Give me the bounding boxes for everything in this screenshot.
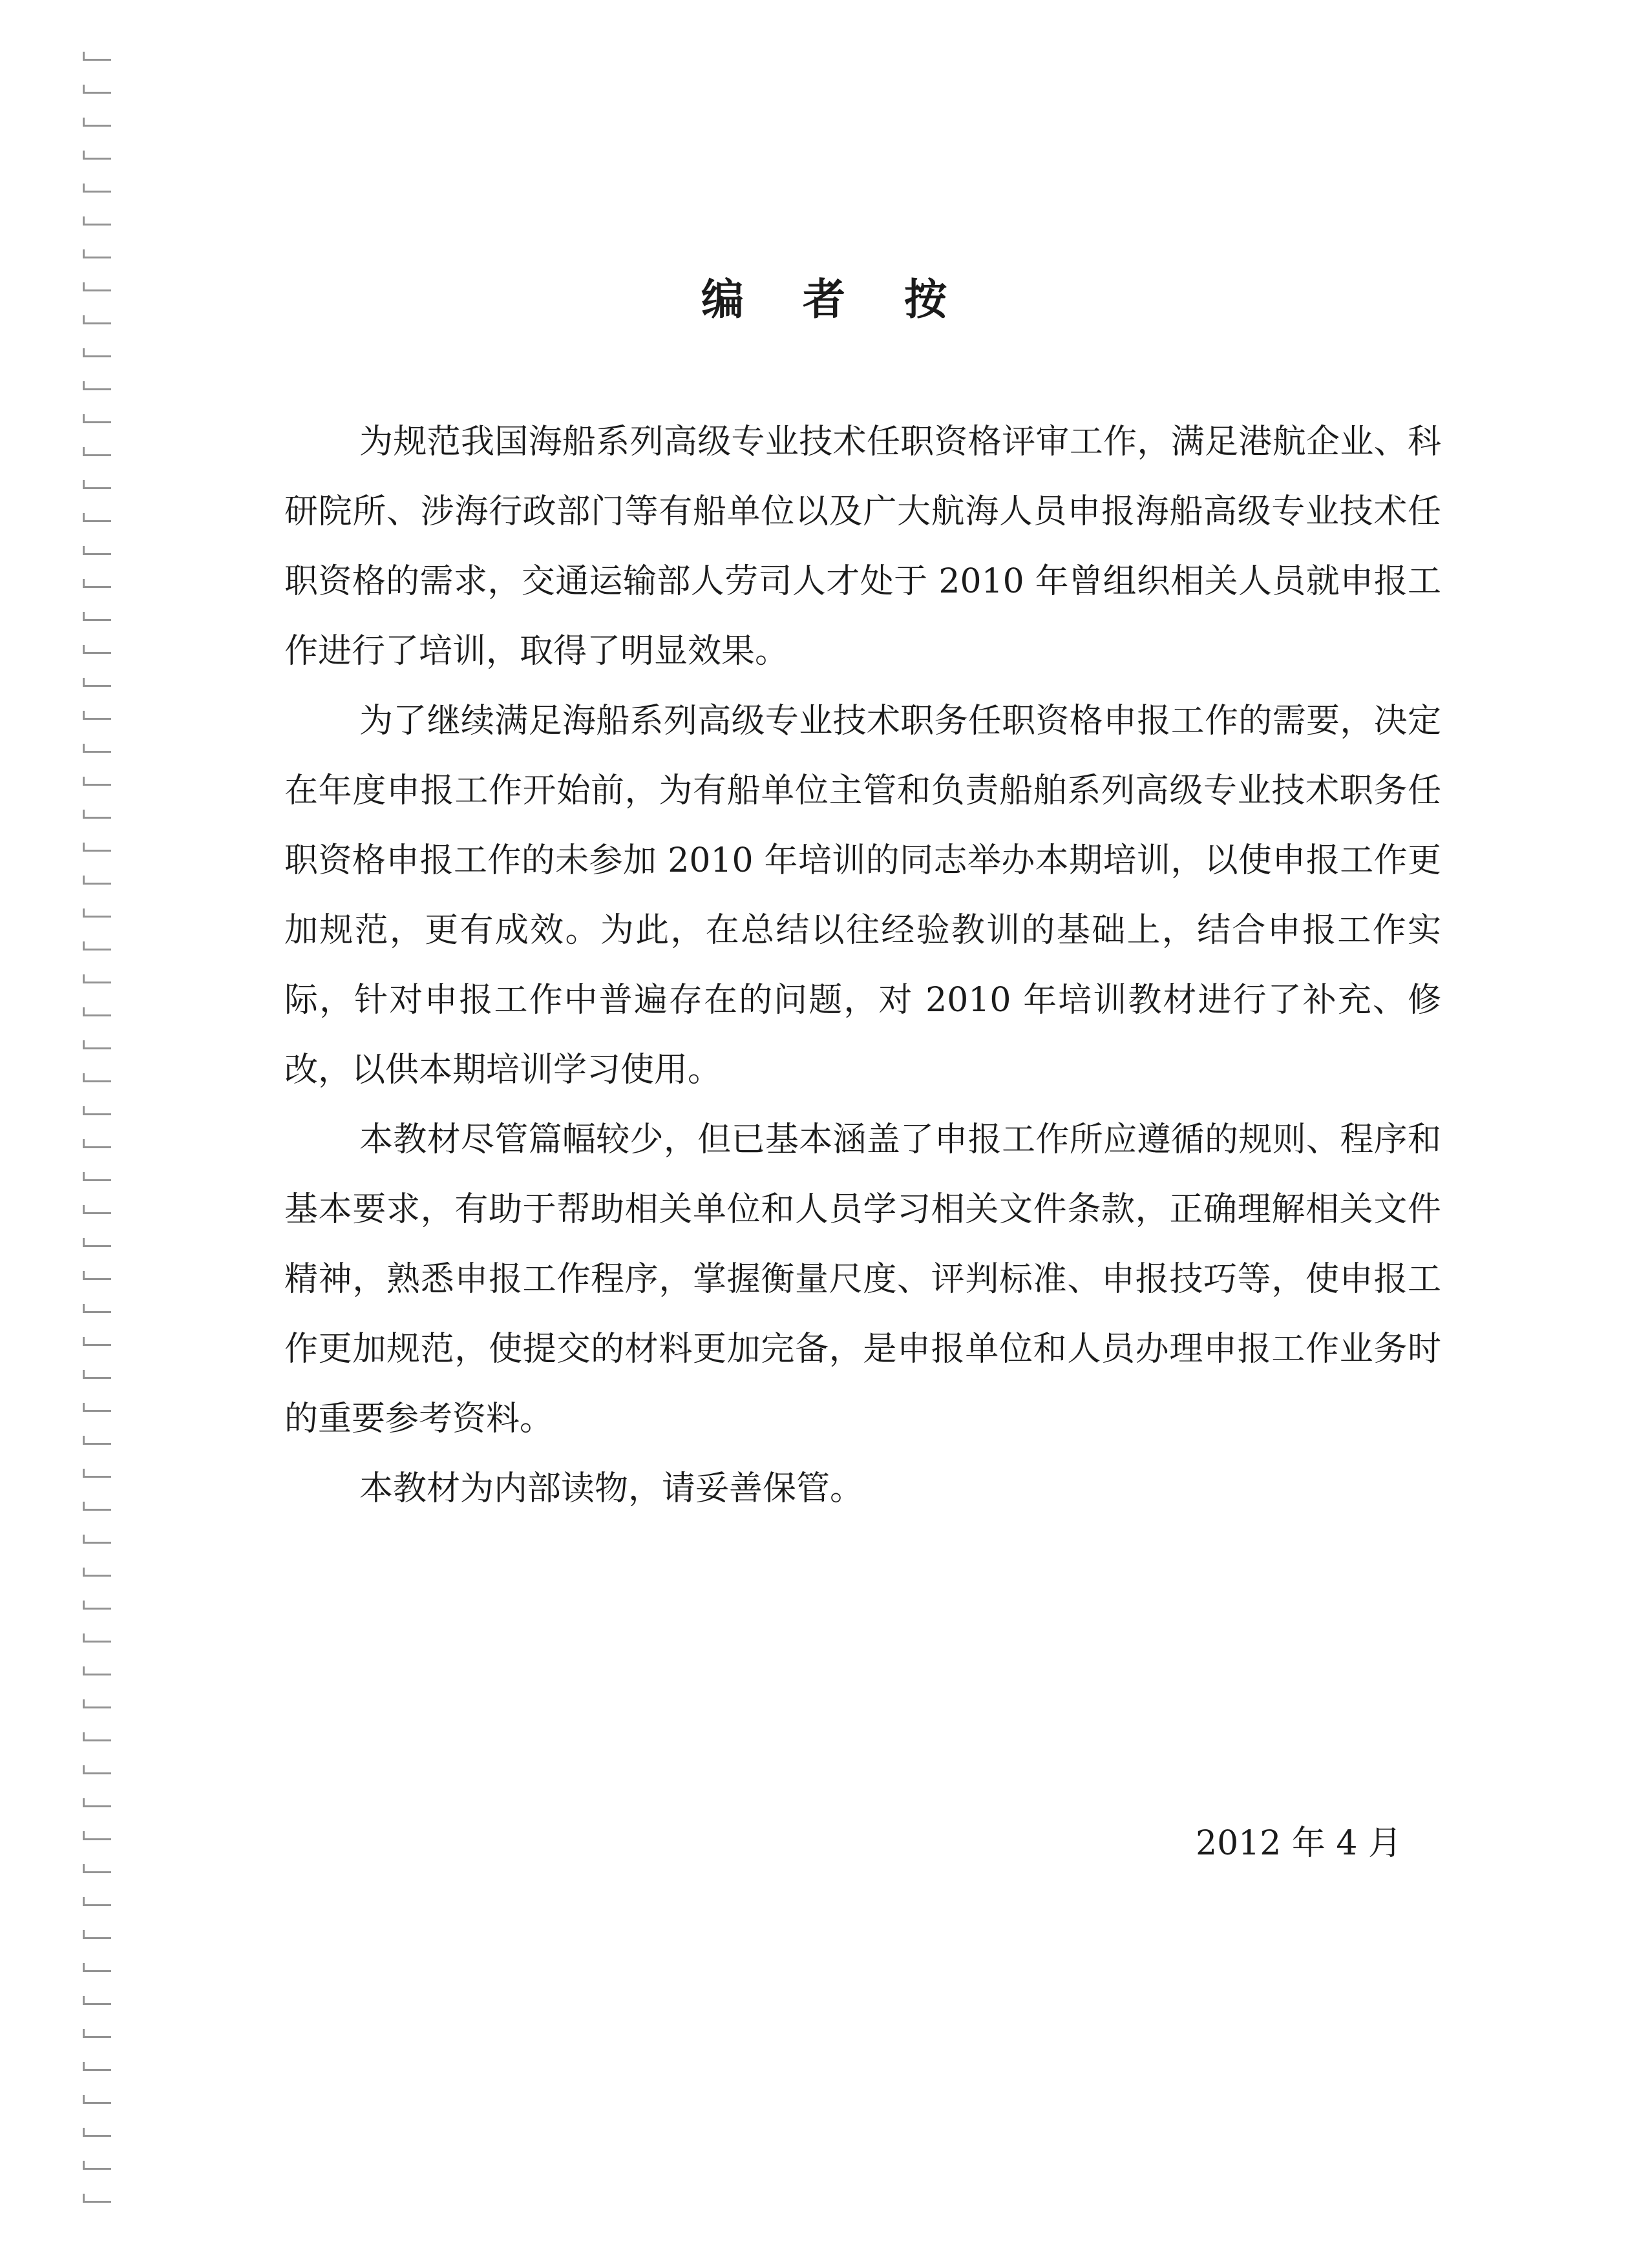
binding-mark [83,1996,111,2005]
document-body [284,407,1441,1524]
binding-mark [83,1469,111,1478]
binding-mark [83,1699,111,1708]
binding-mark [83,1831,111,1840]
binding-mark [83,1601,111,1610]
binding-mark [83,1403,111,1412]
binding-mark [83,447,111,456]
binding-mark [83,1238,111,1247]
binding-mark [83,1436,111,1445]
binding-mark [83,1633,111,1643]
binding-mark [83,381,111,390]
binding-mark [83,2029,111,2038]
binding-mark [83,1732,111,1741]
binding-mark [83,1897,111,1906]
binding-mark [83,1139,111,1148]
binding-mark [83,843,111,852]
binding-mark [83,1205,111,1214]
binding-mark [83,249,111,258]
binding-mark [83,1568,111,1577]
binding-mark [83,348,111,357]
binding-mark [83,1271,111,1280]
binding-mark [83,1765,111,1774]
binding-mark [83,1963,111,1972]
binding-mark [83,1930,111,1939]
page-title: 编 者 按 [701,275,969,324]
binding-mark [83,645,111,654]
binding-mark [83,678,111,687]
binding-mark [83,480,111,489]
binding-mark [83,1666,111,1675]
binding-mark [83,546,111,555]
binding-mark [83,1864,111,1873]
binding-mark [83,414,111,423]
paragraph-4: 本教材为内部读物，请妥善保管。 [359,1469,864,1508]
binding-mark [83,579,111,588]
binding-mark [83,2095,111,2104]
binding-mark [83,2194,111,2203]
binding-mark [83,2161,111,2170]
binding-mark [83,1106,111,1115]
binding-mark [83,612,111,621]
binding-mark [83,908,111,918]
binding-mark [83,941,111,950]
binding-mark [83,974,111,983]
paragraph-3: 本教材尽管篇幅较少，但已基本涵盖了申报工作所应遵循的规则、程序和基本要求，有助于帮助相关单位和人员学习相关文件条款，正确理解相关文件精神，熟悉申报工作程序，掌握衡量尺度、评判标准、申报技巧等，使申报工作更加规范，使提交的材料更加完备，是申报单位和人员办理申报工作业务时的重要参考资料。 [284,1120,1441,1438]
binding-mark [83,1502,111,1511]
binding-mark [83,513,111,522]
document-date: 2012 年 4 月 [1196,1824,1402,1863]
binding-mark [83,1040,111,1049]
binding-mark [83,744,111,753]
binding-mark [83,1337,111,1346]
binding-mark [83,216,111,226]
binding-mark [83,1370,111,1379]
binding-mark [83,2062,111,2071]
binding-mark [83,1007,111,1016]
binding-mark [83,810,111,819]
binding-mark [83,1172,111,1181]
binding-mark [83,1535,111,1544]
binding-mark [83,711,111,720]
binding-mark [83,151,111,160]
binding-marks [83,52,121,2236]
paragraph-2: 为了继续满足海船系列高级专业技术职务任职资格申报工作的需要，决定在年度申报工作开始前，为有船单位主管和负责船舶系列高级专业技术职务任职资格申报工作的未参加 2010 年培训的同志举办本期培训，以使申报工作更加规范，更有成效。为此，在总结以往经验教训的基础上，结合申报工作实际，针对申报工作中普遍存在的问题，对 2010 年培训教材进行了补充、修改，以供本期培训学习使用。 [284,702,1441,1089]
binding-mark [83,1798,111,1807]
binding-mark [83,184,111,193]
binding-mark [83,1304,111,1313]
binding-mark [83,2128,111,2137]
binding-mark [83,118,111,127]
binding-mark [83,85,111,94]
binding-mark [83,777,111,786]
binding-mark [83,52,111,61]
binding-mark [83,876,111,885]
paragraph-1: 为规范我国海船系列高级专业技术任职资格评审工作，满足港航企业、科研院所、涉海行政部门等有船单位以及广大航海人员申报海船高级专业技术任职资格的需求，交通运输部人劳司人才处于 2010 年曾组织相关人员就申报工作进行了培训，取得了明显效果。 [284,423,1441,671]
binding-mark [83,1073,111,1082]
